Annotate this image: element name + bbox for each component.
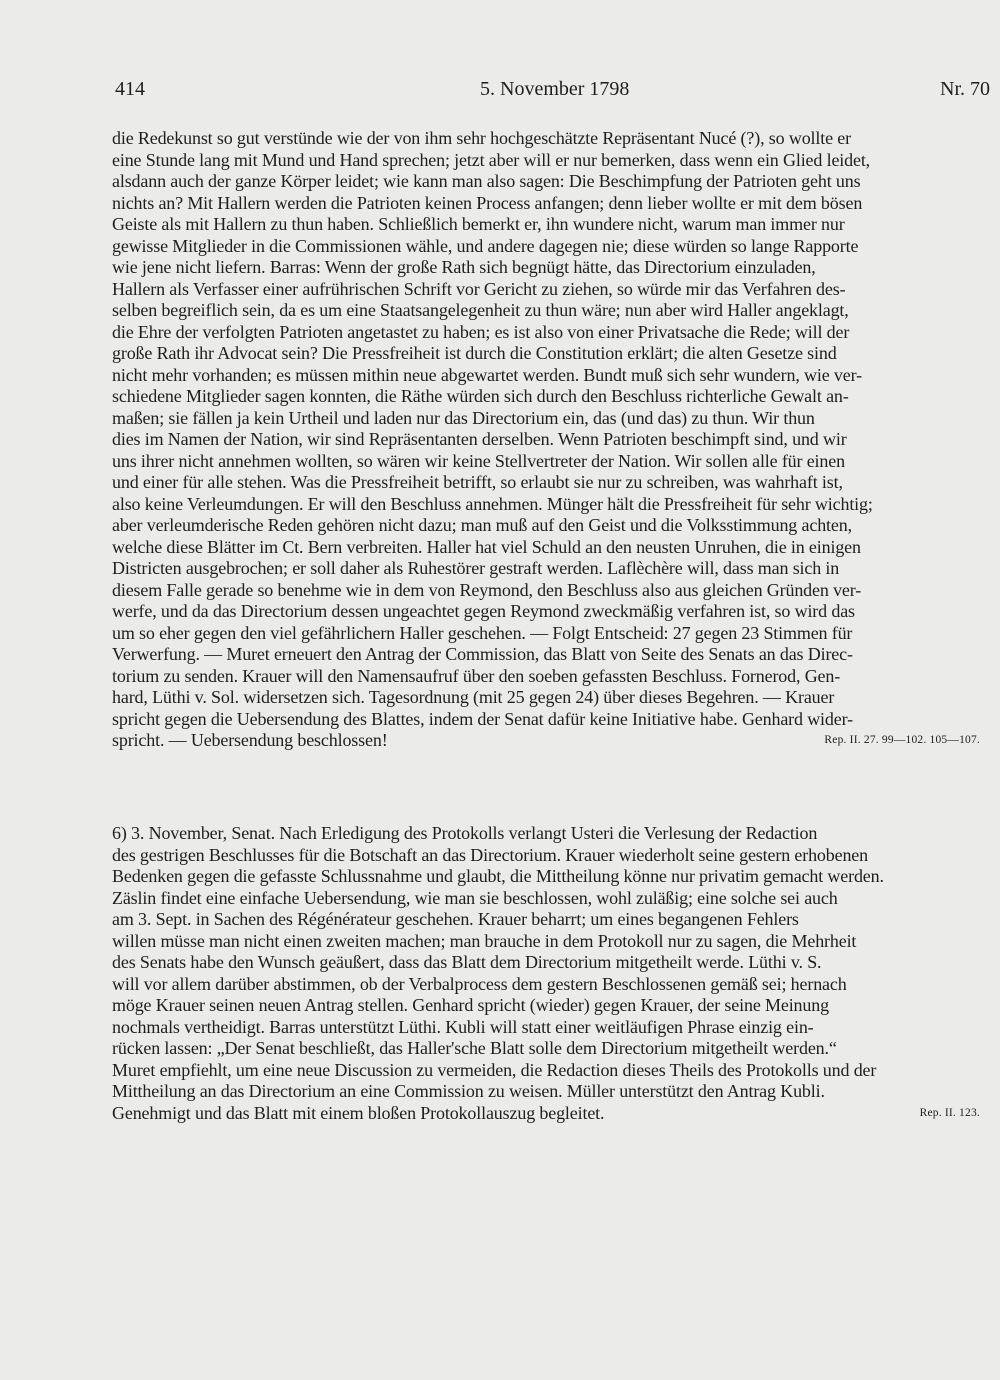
- source-reference: Rep. II. 123.: [919, 1106, 980, 1119]
- paragraph-senate-nov-3: [112, 823, 980, 1124]
- text-line: spricht gegen die Uebersendung des Blattes, indem der Senat dafür keine Initiative habe. Genhard wider-: [112, 708, 853, 729]
- paragraph-senate-debate: [112, 128, 980, 752]
- text-line: selben begreiflich sein, da es um eine Staatsangelegenheit zu thun wäre; nun aber wird Haller angeklagt,: [112, 300, 849, 320]
- document-number: Nr. 70: [940, 78, 990, 100]
- text-line: die Redekunst so gut verstünde wie der von ihm sehr hochgeschätzte Repräsentant Nucé (?), so wollte er: [112, 128, 851, 148]
- text-line: diesem Falle gerade so benehme wie in dem von Reymond, den Beschluss also aus gleichen Gründen ver-: [112, 579, 862, 600]
- text-line: Districten ausgebrochen; er soll daher als Ruhestörer gestraft werden. Laflèchère will, dass man sich in: [112, 558, 840, 578]
- text-line: maßen; sie fällen ja kein Urtheil und laden nur das Directorium ein, das (und das) zu thun. Wir thun: [112, 407, 815, 428]
- text-line: gewisse Mitglieder in die Commissionen wähle, und andere dagegen nie; diese würden so lange Rapporte: [112, 235, 859, 256]
- text-line: welche diese Blätter im Ct. Bern verbreiten. Haller hat viel Schuld an den neusten Unruhen, die in einigen: [112, 536, 861, 557]
- text-line: dies im Namen der Nation, wir sind Repräsentanten derselben. Wenn Patrioten beschimpft sind, und wir: [112, 429, 847, 449]
- text-line: am 3. Sept. in Sachen des Régénérateur geschehen. Krauer beharrt; um eines begangenen Fehlers: [112, 909, 799, 929]
- text-line: torium zu senden. Krauer will den Namensaufruf über den soeben gefassten Beschluss. Fornerod, Gen-: [112, 665, 841, 686]
- text-line: alsdann auch der ganze Körper leidet; wie kann man also sagen: Die Beschimpfung der Patrioten geht uns: [112, 171, 861, 191]
- closing-sentence: spricht. — Uebersendung beschlossen!: [112, 730, 388, 750]
- text-line: Geiste als mit Hallern zu thun haben. Schließlich bemerkt er, ihn wundere nicht, warum man immer nur: [112, 214, 845, 234]
- header-date: 5. November 1798: [480, 78, 630, 100]
- text-line: eine Stunde lang mit Mund und Hand sprechen; jetzt aber will er nur bemerken, dass wenn ein Glied leidet,: [112, 149, 871, 170]
- text-line: wie jene nicht liefern. Barras: Wenn der große Rath sich begnügt hätte, das Directorium einzuladen,: [112, 257, 816, 277]
- text-line-final: [112, 1103, 980, 1125]
- text-line: also keine Verleumdungen. Er will den Beschluss annehmen. Münger hält die Pressfreiheit für sehr wichtig;: [112, 493, 873, 514]
- text-line: große Rath ihr Advocat sein? Die Pressfreiheit ist durch die Constitution erklärt; die alten Gesetze sind: [112, 343, 837, 363]
- text-line: will vor allem darüber abstimmen, ob der Verbalprocess dem gestern Beschlossenen gemäß sei; hernach: [112, 973, 847, 994]
- closing-sentence: Genehmigt und das Blatt mit einem bloßen Protokollauszug begleitet.: [112, 1102, 605, 1123]
- text-line: Muret empfiehlt, um eine neue Discussion zu vermeiden, die Redaction dieses Theils des Protokolls und der: [112, 1059, 877, 1080]
- text-line: und einer für alle stehen. Was die Pressfreiheit betrifft, so erlaubt sie nur zu schreiben, was wahrhaft ist,: [112, 472, 843, 492]
- text-line: schiedene Mitglieder sagen konnten, die Räthe würden sich durch den Beschluss richterliche Gewalt an-: [112, 386, 849, 406]
- text-line: Zäslin findet eine einfache Uebersendung, wie man sie beschlossen, wohl zuläßig; eine solche sei auch: [112, 887, 838, 908]
- text-line-final: [112, 730, 980, 752]
- text-line: die Ehre der verfolgten Patrioten angetastet zu haben; es ist also von einer Privatsache die Rede; will der: [112, 321, 850, 342]
- text-line: möge Krauer seinen neuen Antrag stellen. Genhard spricht (wieder) gegen Krauer, der seine Meinung: [112, 995, 829, 1015]
- text-line: Mittheilung an das Directorium an eine Commission zu weisen. Müller unterstützt den Antrag Kubli.: [112, 1081, 825, 1101]
- text-line: des Senats habe den Wunsch geäußert, dass das Blatt dem Directorium mitgetheilt werde. Lüthi v. S.: [112, 952, 822, 972]
- text-line: werfe, und da das Directorium dessen ungeachtet gegen Reymond zweckmäßig verfahren ist, so wird das: [112, 601, 855, 621]
- text-line: um so eher gegen den viel gefährlichern Haller geschehen. — Folgt Entscheid: 27 gegen 23 Stimmen für: [112, 622, 853, 643]
- text-line: Verwerfung. — Muret erneuert den Antrag der Commission, das Blatt von Seite des Senats an das Direc-: [112, 644, 853, 664]
- page-number: 414: [115, 78, 145, 100]
- text-line: nochmals vertheidigt. Barras unterstützt Lüthi. Kubli will statt einer weitläufigen Phrase einzig ein-: [112, 1016, 814, 1037]
- text-line: hard, Lüthi v. Sol. widersetzen sich. Tagesordnung (mit 25 gegen 24) über dieses Begehren. — Krauer: [112, 687, 835, 707]
- text-line: rücken lassen: „Der Senat beschließt, das Haller'sche Blatt solle dem Directorium mitgetheilt werden.“: [112, 1038, 837, 1058]
- page-header: [110, 78, 990, 112]
- source-reference: Rep. II. 27. 99—102. 105—107.: [824, 734, 980, 746]
- text-line: Bedenken gegen die gefasste Schlussnahme und glaubt, die Mittheilung könne nur privatim gemacht werden.: [112, 866, 884, 886]
- text-line: nicht mehr vorhanden; es müssen mithin neue abgewartet werden. Bundt muß sich sehr wundern, wie ver-: [112, 364, 862, 385]
- text-line: willen müsse man nicht einen zweiten machen; man brauche in dem Protokoll nur zu sagen, die Mehrheit: [112, 930, 857, 951]
- text-line: nichts an? Mit Hallern werden die Patrioten keinen Process anfangen; denn lieber wollte er mit dem bösen: [112, 192, 863, 213]
- text-line: uns ihrer nicht annehmen wollten, so wären wir keine Stellvertreter der Nation. Wir sollen alle für einen: [112, 450, 845, 471]
- text-line: 6) 3. November, Senat. Nach Erledigung des Protokolls verlangt Usteri die Verlesung der Redaction: [112, 823, 818, 843]
- text-line: aber verleumderische Reden gehören nicht dazu; man muß auf den Geist und die Volksstimmung achten,: [112, 515, 852, 535]
- text-line: Hallern als Verfasser einer aufrührischen Schrift vor Gericht zu ziehen, so würde mir das Verfahren des-: [112, 278, 846, 299]
- text-line: des gestrigen Beschlusses für die Botschaft an das Directorium. Krauer wiederholt seine gestern erhobenen: [112, 844, 869, 865]
